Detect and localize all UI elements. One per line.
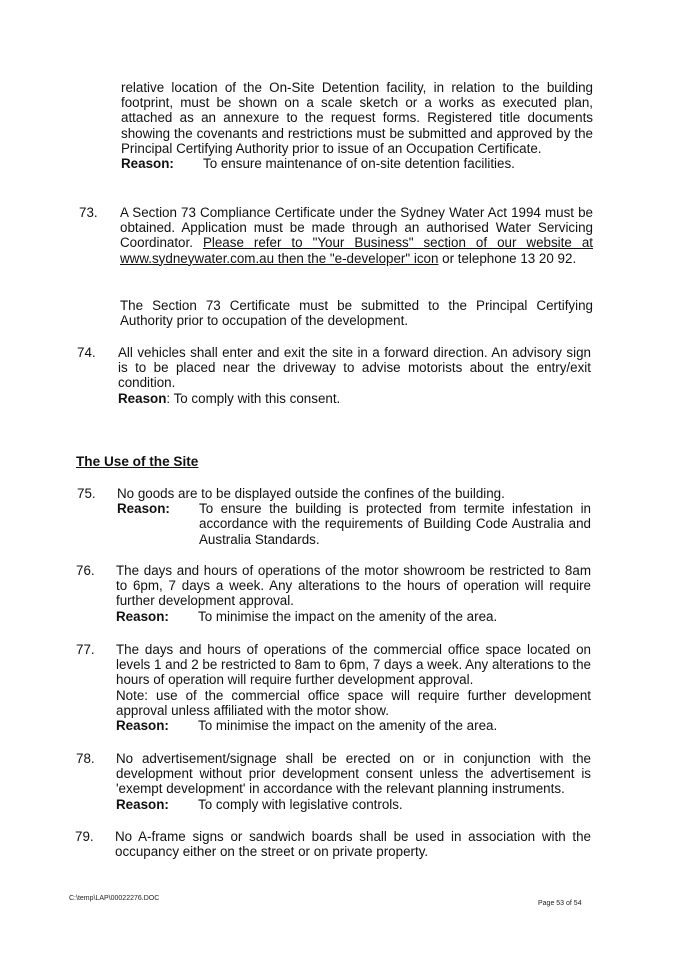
item-73-text: A Section 73 Compliance Certificate under the Sydney Water Act 1994 must be obtained. Application must be made through an authorised Water Servicing Coordinator. [120,205,593,251]
item-74-reason [118,391,591,406]
reason-text: To minimise the impact on the amenity of the area. [198,718,498,734]
item-77-paragraph [116,642,591,733]
item-number-74: 74. [77,345,96,360]
item-75-reason [117,501,591,547]
continuation-paragraph [121,80,593,171]
reason-text: : To comply with this consent. [166,390,341,406]
section-heading: The Use of the Site [76,454,199,469]
item-76-text: The days and hours of operations of the motor showroom be restricted to 8am to 6pm, 7 days a week. Any alterations to the hours of operation will require further development approval. [116,563,591,609]
item-number-77: 77. [76,642,95,657]
reason-label: Reason: [116,608,169,624]
item-number-75: 75. [77,486,96,501]
item-number-79: 79. [75,829,94,844]
reason-label: Reason: [121,156,174,172]
reason-text: To ensure maintenance of on-site detention facilities. [203,156,515,172]
item-73-telephone-text: or telephone 13 20 92. [442,250,577,266]
reason-text: To ensure the building is protected from termite infestation in accordance with the requirements of Building Code Australia and Australia Standards. [199,501,591,547]
item-76-reason [116,609,591,624]
item-74-text: All vehicles shall enter and exit the site in a forward direction. An advisory sign is to be placed near the driveway to advise motorists about the entry/exit condition. [118,345,591,391]
item-77-reason [116,718,591,733]
reason-label: Reason: [117,501,170,517]
reason-label: Reason: [116,718,169,734]
footer-file-path: C:\temp\LAP\00022276.DOC [69,895,160,902]
item-number-78: 78. [76,751,95,766]
item-74-paragraph [118,345,591,406]
item-73-second-paragraph: The Section 73 Certificate must be submitted to the Principal Certifying Authority prior to occupation of the development. [120,298,593,329]
item-77-text: The days and hours of operations of the commercial office space located on levels 1 and 2 be restricted to 8am to 6pm, 7 days a week. Any alterations to the hours of operation will require further development approval. [116,642,591,688]
continuation-text: relative location of the On-Site Detention facility, in relation to the building footprint, must be shown on a scale sketch or a works as executed plan, attached as an annexure to the request forms. Registered title documents showing the covenants and restrictions must be submitted and approved by the Principal Certifying Authority prior to issue of an Occupation Certificate. [121,80,593,156]
item-number-76: 76. [76,563,95,578]
reason-label: Reason: [116,796,169,812]
continuation-reason [121,156,593,171]
item-75-paragraph [117,486,591,547]
item-78-reason [116,797,591,812]
item-73-paragraph [120,205,593,266]
reason-text: To comply with legislative controls. [198,796,403,812]
item-76-paragraph [116,563,591,624]
item-75-text: No goods are to be displayed outside the confines of the building. [117,486,505,501]
footer-page-number: Page 53 of 54 [538,900,582,907]
reason-label: Reason [118,390,167,406]
sydney-water-website-link[interactable]: Please refer to "Your Business" section of our website at www.sydneywater.com.au then the "e-developer" icon [120,235,593,266]
item-77-note: Note: use of the commercial office space will require further development approval unless affiliated with the motor show. [116,687,591,718]
reason-text: To minimise the impact on the amenity of the area. [198,608,498,624]
item-number-73: 73. [79,205,98,220]
item-78-paragraph [116,751,591,812]
item-79-paragraph: No A-frame signs or sandwich boards shall be used in association with the occupancy either on the street or on private property. [115,829,591,860]
item-78-text: No advertisement/signage shall be erected on or in conjunction with the development without prior development consent unless the advertisement is 'exempt development' in accordance with the relevant planning instruments. [116,751,591,797]
